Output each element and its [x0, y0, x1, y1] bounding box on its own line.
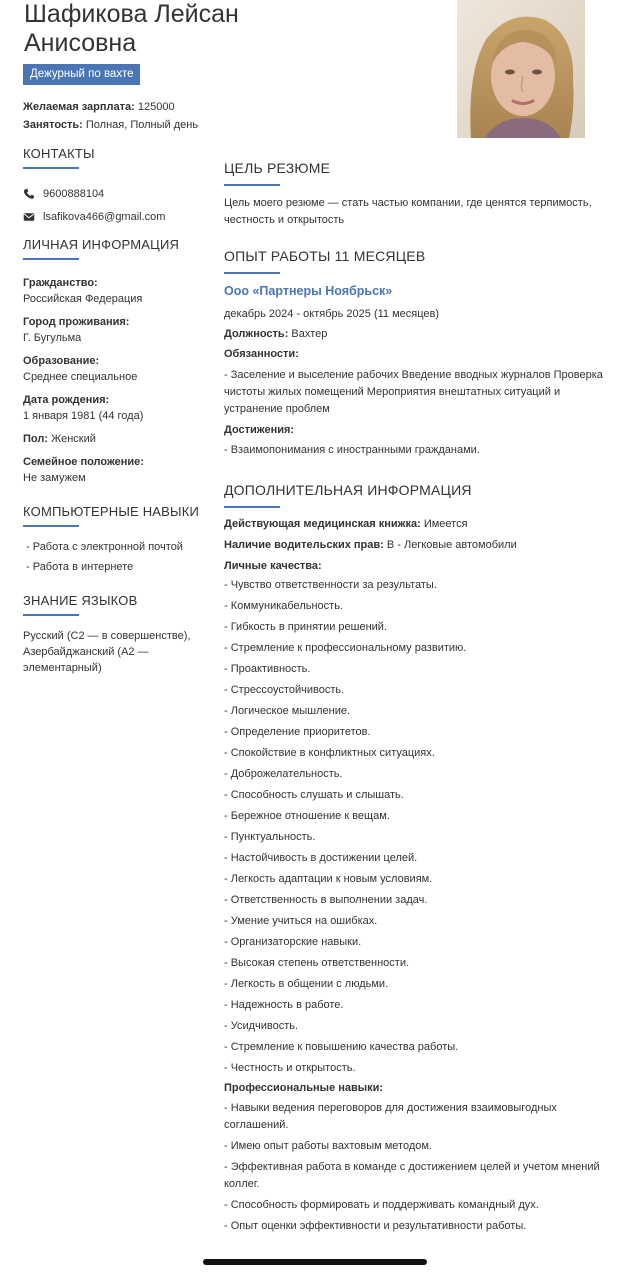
objective-text [224, 195, 619, 229]
languages-title: ЗНАНИЕ ЯЗЫКОВ [23, 593, 138, 608]
achievements-label: Достижения: [224, 424, 295, 436]
personal-title: ЛИЧНАЯ ИНФОРМАЦИЯ [23, 237, 180, 252]
quality-item: - Спокойствие в конфликтных ситуациях. [224, 747, 435, 759]
quality-item: - Доброжелательность. [224, 768, 343, 780]
experience-title: ОПЫТ РАБОТЫ 11 МЕСЯЦЕВ [224, 248, 426, 264]
profile-photo [457, 0, 585, 138]
computer-skills-list [23, 537, 208, 577]
phone-icon [23, 188, 35, 200]
computer-skill-item: - Работа в интернете [26, 561, 134, 573]
phone-row[interactable] [23, 186, 208, 202]
duties-line-2: чистоты жилых помещений Мероприятия внештатных ситуаций и [224, 386, 561, 398]
name-line-2: Анисовна [24, 29, 137, 57]
quality-item: - Легкость в общении с людьми. [224, 978, 389, 990]
job-position-row [224, 326, 619, 343]
duties-line-1: - Заселение и выселение рабочих Введение вводных журналов Проверка [224, 369, 603, 381]
prof-skill-3a: - Эффективная работа в команде с достижением целей и учетом мнений [224, 1161, 600, 1173]
quality-item: - Ответственность в выполнении задач. [224, 894, 428, 906]
email-text: lsafikova466@gmail.com [43, 211, 166, 223]
additional-underline [224, 506, 280, 508]
right-column [224, 160, 619, 1235]
quality-item: - Высокая степень ответственности. [224, 957, 410, 969]
quality-item: - Гибкость в принятии решений. [224, 621, 388, 633]
experience-underline [224, 272, 280, 274]
duties-text [224, 367, 619, 418]
prof-skill-3b: коллег. [224, 1178, 260, 1190]
city-value: Г. Бугульма [23, 332, 82, 344]
quality-item: - Чувство ответственности за результаты. [224, 579, 437, 591]
salary-block [23, 98, 198, 134]
gender-row [23, 431, 208, 447]
quality-item: - Честность и открытость. [224, 1062, 356, 1074]
quality-item: - Организаторские навыки. [224, 936, 362, 948]
computer-skills-underline [23, 525, 79, 527]
objective-underline [224, 184, 280, 186]
gender-label: Пол: [23, 433, 49, 445]
birth-value: 1 января 1981 (44 года) [23, 410, 144, 422]
quality-item: - Умение учиться на ошибках. [224, 915, 378, 927]
prof-skill-2: - Имею опыт работы вахтовым методом. [224, 1140, 432, 1152]
home-indicator[interactable] [203, 1259, 427, 1265]
prof-skill-4: - Способность формировать и поддерживать командный дух. [224, 1199, 539, 1211]
marital-label: Семейное положение: [23, 456, 144, 468]
email-row[interactable] [23, 209, 208, 225]
computer-skill-item: - Работа с электронной почтой [26, 541, 183, 553]
quality-item: - Логическое мышление. [224, 705, 351, 717]
achievements-value: - Взаимопонимания с иностранными гражданами. [224, 444, 480, 456]
marital-value: Не замужем [23, 472, 86, 484]
birth-label: Дата рождения: [23, 394, 110, 406]
experience-period: декабрь 2024 - октябрь 2025 (11 месяцев) [224, 308, 440, 320]
license-value: В - Легковые автомобили [386, 539, 517, 551]
quality-item: - Стремление к профессиональному развитию. [224, 642, 467, 654]
quality-item: - Бережное отношение к вещам. [224, 810, 390, 822]
quality-item: - Стремление к повышению качества работы. [224, 1041, 459, 1053]
quality-item: - Легкость адаптации к новым условиям. [224, 873, 433, 885]
quality-item: - Пунктуальность. [224, 831, 316, 843]
medbook-label: Действующая медицинская книжка: [224, 518, 421, 530]
prof-skill-5: - Опыт оценки эффективности и результативности работы. [224, 1220, 527, 1232]
languages-text [23, 628, 208, 676]
salary-label: Желаемая зарплата: [23, 101, 135, 113]
citizenship-value: Российская Федерация [23, 293, 143, 305]
duties-label: Обязанности: [224, 348, 299, 360]
city-label: Город проживания: [23, 316, 130, 328]
quality-item: - Определение приоритетов. [224, 726, 371, 738]
qualities-list [224, 575, 619, 1079]
envelope-icon [23, 211, 35, 223]
qualities-label: Личные качества: [224, 560, 322, 572]
objective-title: ЦЕЛЬ РЕЗЮМЕ [224, 160, 331, 176]
contacts-title: КОНТАКТЫ [23, 146, 95, 161]
languages-line-3: элементарный) [23, 662, 102, 674]
citizenship-label: Гражданство: [23, 277, 98, 289]
salary-value: 125000 [137, 101, 175, 113]
license-label: Наличие водительских прав: [224, 539, 384, 551]
employment-label: Занятость: [23, 119, 83, 131]
prof-skill-1b: соглашений. [224, 1119, 289, 1131]
computer-skills-title: КОМПЬЮТЕРНЫЕ НАВЫКИ [23, 504, 200, 519]
position-badge: Дежурный по вахте [23, 64, 140, 85]
additional-title: ДОПОЛНИТЕЛЬНАЯ ИНФОРМАЦИЯ [224, 482, 472, 498]
employment-value: Полная, Полный день [85, 119, 199, 131]
education-value: Среднее специальное [23, 371, 138, 383]
quality-item: - Способность слушать и слышать. [224, 789, 404, 801]
medbook-value: Имеется [423, 518, 468, 530]
duties-line-3: устранение проблем [224, 403, 330, 415]
job-position-label: Должность: [224, 328, 289, 340]
languages-underline [23, 614, 79, 616]
company-name[interactable]: Ооо «Партнеры Ноябрьск» [224, 284, 393, 298]
quality-item: - Усидчивость. [224, 1020, 299, 1032]
medbook-row [224, 516, 619, 533]
prof-skills-label: Профессиональные навыки: [224, 1082, 384, 1094]
prof-skills-list [224, 1100, 619, 1235]
name-line-1: Шафикова Лейсан [24, 0, 239, 28]
personal-fields [23, 275, 208, 486]
contacts-underline [23, 167, 79, 169]
quality-item: - Настойчивость в достижении целей. [224, 852, 418, 864]
phone-text: 9600888104 [43, 188, 105, 200]
quality-item: - Надежность в работе. [224, 999, 344, 1011]
objective-line-1: Цель моего резюме — стать частью компании, где ценятся терпимость, [224, 197, 592, 209]
objective-line-2: честность и открытость [224, 214, 345, 226]
gender-value: Женский [51, 433, 96, 445]
job-position-value: Вахтер [291, 328, 328, 340]
personal-underline [23, 258, 79, 260]
education-label: Образование: [23, 355, 100, 367]
license-row [224, 537, 619, 554]
left-column [23, 146, 208, 676]
quality-item: - Коммуникабельность. [224, 600, 343, 612]
prof-skill-1a: - Навыки ведения переговоров для достижения взаимовыгодных [224, 1102, 557, 1114]
languages-line-2: Азербайджанский (А2 — [23, 646, 149, 658]
quality-item: - Стрессоустойчивость. [224, 684, 345, 696]
quality-item: - Проактивность. [224, 663, 311, 675]
candidate-name [24, 0, 239, 58]
languages-line-1: Русский (С2 — в совершенстве), [23, 630, 191, 642]
